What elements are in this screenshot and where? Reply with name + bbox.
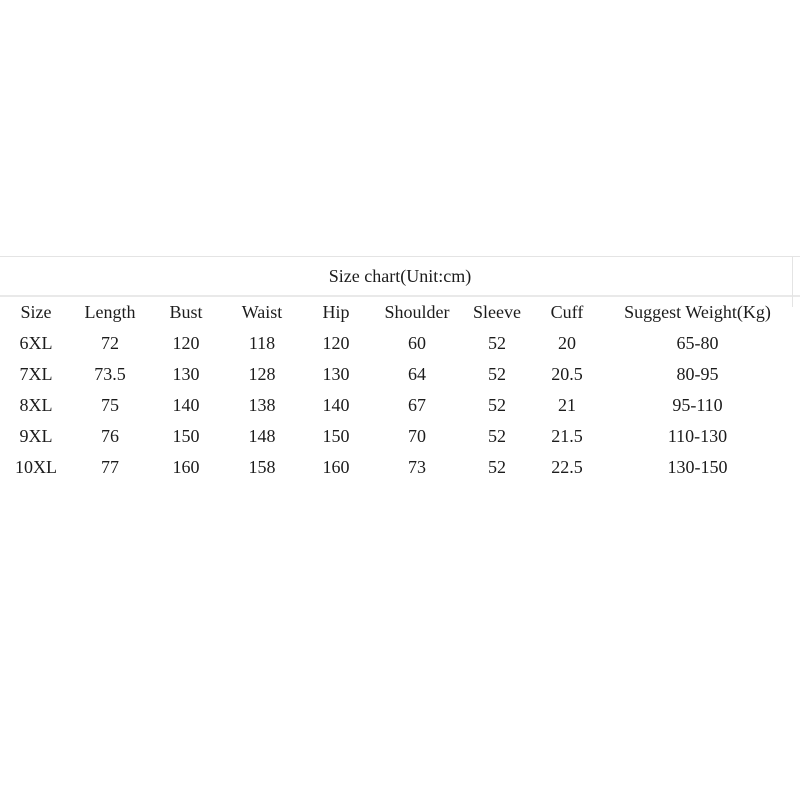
cell-waist: 158 — [248, 457, 276, 477]
cell-suggest-weight: 80-95 — [676, 364, 719, 384]
table-row — [0, 328, 793, 359]
cell-waist: 138 — [248, 395, 276, 415]
column-header-length: Length — [84, 302, 136, 322]
cell-bust: 160 — [172, 457, 200, 477]
cell-length: 73.5 — [94, 364, 126, 384]
cell-size: 7XL — [19, 364, 53, 384]
cell-cuff: 21.5 — [551, 426, 583, 446]
cell-suggest-weight: 110-130 — [667, 426, 728, 446]
cell-sleeve: 52 — [488, 395, 506, 415]
column-header-waist: Waist — [241, 302, 283, 322]
cell-length: 75 — [101, 395, 119, 415]
size-chart-title: Size chart(Unit:cm) — [328, 265, 472, 286]
cell-shoulder: 67 — [408, 395, 426, 415]
column-header-shoulder: Shoulder — [384, 302, 450, 322]
cell-length: 72 — [101, 333, 119, 353]
cell-size: 10XL — [15, 457, 57, 477]
cell-bust: 150 — [172, 426, 200, 446]
cell-sleeve: 52 — [488, 364, 506, 384]
table-header-row — [0, 297, 793, 328]
cell-bust: 140 — [172, 395, 200, 415]
cell-suggest-weight: 130-150 — [667, 457, 728, 477]
size-chart-title-band — [0, 256, 800, 297]
cell-shoulder: 70 — [408, 426, 426, 446]
cell-cuff: 20 — [558, 333, 576, 353]
column-header-hip: Hip — [322, 302, 350, 322]
cell-shoulder: 73 — [408, 457, 426, 477]
cell-bust: 120 — [172, 333, 200, 353]
cell-shoulder: 64 — [408, 364, 426, 384]
table-row — [0, 452, 793, 483]
cell-hip: 130 — [322, 364, 350, 384]
cell-sleeve: 52 — [488, 426, 506, 446]
cell-suggest-weight: 65-80 — [676, 333, 719, 353]
column-header-size: Size — [20, 302, 52, 322]
table-row — [0, 421, 793, 452]
column-header-cuff: Cuff — [550, 302, 584, 322]
cell-hip: 150 — [322, 426, 350, 446]
cell-hip: 120 — [322, 333, 350, 353]
column-header-bust: Bust — [169, 302, 203, 322]
cell-bust: 130 — [172, 364, 200, 384]
cell-waist: 148 — [248, 426, 276, 446]
cell-size: 6XL — [19, 333, 53, 353]
cell-suggest-weight: 95-110 — [672, 395, 723, 415]
table-row — [0, 390, 793, 421]
size-chart-table — [0, 297, 793, 483]
column-header-suggest-weight: Suggest Weight(Kg) — [624, 302, 771, 322]
cell-hip: 140 — [322, 395, 350, 415]
cell-hip: 160 — [322, 457, 350, 477]
cell-cuff: 20.5 — [551, 364, 583, 384]
cell-length: 77 — [101, 457, 119, 477]
cell-shoulder: 60 — [408, 333, 426, 353]
cell-cuff: 21 — [558, 395, 576, 415]
column-header-sleeve: Sleeve — [473, 302, 521, 322]
cell-cuff: 22.5 — [551, 457, 583, 477]
cell-sleeve: 52 — [488, 333, 506, 353]
cell-size: 8XL — [19, 395, 53, 415]
table-row — [0, 359, 793, 390]
cell-sleeve: 52 — [488, 457, 506, 477]
cell-waist: 128 — [248, 364, 276, 384]
cell-length: 76 — [101, 426, 119, 446]
cell-waist: 118 — [248, 333, 276, 353]
cell-size: 9XL — [19, 426, 53, 446]
